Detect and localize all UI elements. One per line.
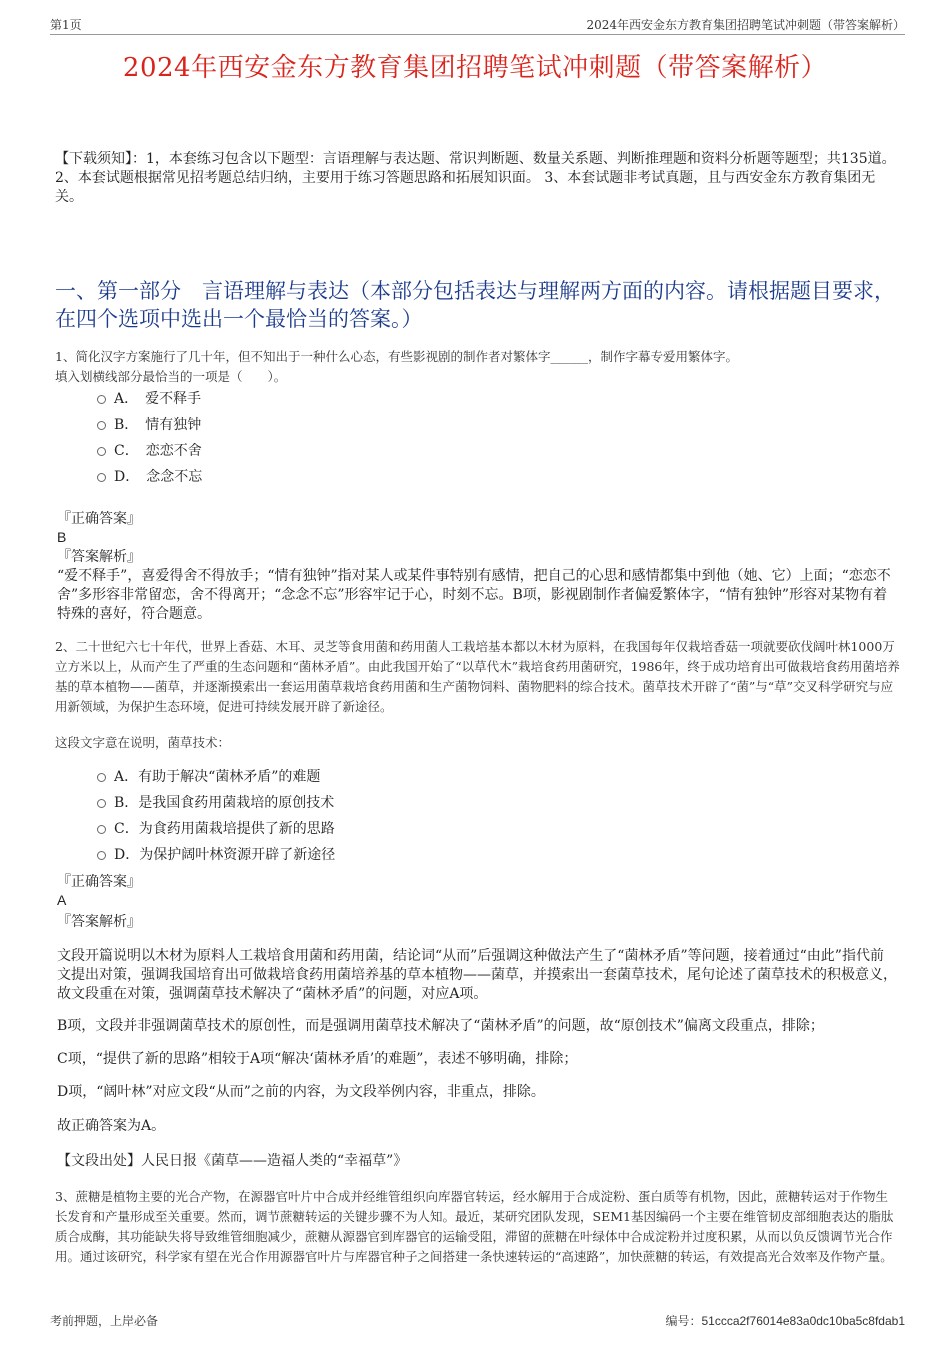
q2-analysis-p2: B项，文段并非强调菌草技术的原创性，而是强调用菌草技术解决了“菌林矛盾”的问题，故“原创技术”偏离文段重点，排除； (57, 1018, 824, 1034)
radio-icon[interactable] (97, 447, 106, 456)
q1-stem (55, 347, 900, 387)
option-label: A． 爱不释手 (114, 391, 202, 407)
option-label: C．为食药用菌栽培提供了新的思路 (114, 821, 335, 837)
q2-analysis-p5: 故正确答案为A。 (57, 1118, 166, 1134)
q2-option-d[interactable] (97, 842, 335, 868)
q2-answer: A (57, 892, 67, 908)
q2-analysis-p4: D项，“阔叶林”对应文段“从而”之前的内容，为文段举例内容，非重点，排除。 (57, 1084, 545, 1100)
q1-option-c[interactable] (97, 438, 202, 464)
radio-icon[interactable] (97, 825, 106, 834)
q2-prompt: 这段文字意在说明，菌草技术： (55, 735, 231, 750)
section-heading: 一、第一部分 言语理解与表达（本部分包括表达与理解两方面的内容。请根据题目要求，在四个选项中选出一个最恰当的答案。） (55, 279, 895, 331)
q2-options (97, 764, 335, 868)
q2-analysis-p3: C项，“提供了新的思路”相较于A项“解决‘菌林矛盾’的难题”，表述不够明确，排除； (57, 1051, 578, 1067)
radio-icon[interactable] (97, 799, 106, 808)
document-title: 2024年西安金东方教育集团招聘笔试冲刺题（带答案解析） (122, 53, 828, 83)
q3-stem: 3、蔗糖是植物主要的光合产物，在源器官叶片中合成并经维管组织向库器官转运，经水解用于合成淀粉、蛋白质等有机物，因此，蔗糖转运对于作物生长发育和产量形成至关重要。然而，调节蔗糖转运的关键步骤不为人知。最近，某研究团队发现，SEM1基因编码一个主要在维管韧皮部细胞表达的脂肽质合成酶，其功能缺失将导致维管细胞减少，蔗糖从源器官到库器官的运输受阻，滞留的蔗糖在叶绿体中合成淀粉并过度积累，从而以负反馈调节光合作用。通过该研究，科学家有望在光合作用源器官叶片与库器官种子之间搭建一条快速转运的“高速路”，加快蔗糖的转运，有效提高光合效率及作物产量。 (55, 1189, 894, 1264)
q1-options (97, 386, 202, 490)
footer-slogan: 考前押题，上岸必备 (50, 1314, 159, 1328)
radio-icon[interactable] (97, 421, 106, 430)
q2-correct-label: 『正确答案』 (57, 874, 141, 890)
download-notice: 【下载须知】：1，本套练习包含以下题型：言语理解与表达题、常识判断题、数量关系题、判断推理题和资料分析题等题型；共135道。 2、本套试题根据常见招考题总结归纳，主要用于练习答题思路和拓展知识面。 3、本套试题非考试真题，且与西安金东方教育集团无关。 (55, 151, 896, 205)
radio-icon[interactable] (97, 473, 106, 482)
option-label: C． 恋恋不舍 (114, 443, 202, 459)
header-doc-title: 2024年西安金东方教育集团招聘笔试冲刺题（带答案解析） (586, 18, 905, 32)
q2-option-c[interactable] (97, 816, 335, 842)
option-label: B．是我国食药用菌栽培的原创技术 (114, 795, 335, 811)
q2-option-b[interactable] (97, 790, 335, 816)
option-label: B． 情有独钟 (114, 417, 202, 433)
q1-correct-label: 『正确答案』 (57, 511, 141, 527)
q1-option-a[interactable] (97, 386, 202, 412)
page-header (50, 14, 905, 35)
radio-icon[interactable] (97, 395, 106, 404)
q2-analysis-p1: 文段开篇说明以木材为原料人工栽培食用菌和药用菌，结论词“从而”后强调这种做法产生了“菌林矛盾”等问题，接着通过“由此”指代前文提出对策，强调我国培育出可做栽培食药用菌培养基的草本植物——菌草，并摸索出一套菌草技术，尾句论述了菌草技术的积极意义，故文段重在对策，强调菌草技术解决了“菌林矛盾”的问题，对应A项。 (57, 948, 897, 1002)
q1-prompt: 填入划横线部分最恰当的一项是（ ）。 (55, 369, 287, 384)
option-label: A．有助于解决“菌林矛盾”的难题 (114, 769, 321, 785)
option-label: D． 念念不忘 (114, 469, 203, 485)
footer-code (665, 1312, 905, 1329)
page-number: 第1页 (50, 18, 82, 32)
q2-analysis-label: 『答案解析』 (57, 914, 141, 930)
q1-option-b[interactable] (97, 412, 202, 438)
radio-icon[interactable] (97, 773, 106, 782)
q1-answer: B (57, 529, 67, 545)
q2-source: 【文段出处】人民日报《菌草——造福人类的“幸福草”》 (57, 1153, 408, 1169)
q1-analysis-label: 『答案解析』 (57, 549, 141, 565)
q1-option-d[interactable] (97, 464, 202, 490)
code-value: 51ccca2f76014e83a0dc10ba5c8fdab1 (701, 1314, 905, 1328)
option-label: D．为保护阔叶林资源开辟了新途径 (114, 847, 336, 863)
q1-analysis: “爱不释手”，喜爱得舍不得放手；“情有独钟”指对某人或某件事特别有感情，把自己的心思和感情都集中到他（她、它）上面；“恋恋不舍”多形容非常留恋，舍不得离开；“念念不忘”形容牢记于心，时刻不忘。B项，影视剧制作者偏爱繁体字，“情有独钟”形容对某物有着特殊的喜好，符合题意。 (57, 568, 891, 622)
code-label: 编号： (665, 1314, 702, 1328)
q2-stem: 2、二十世纪六七十年代，世界上香菇、木耳、灵芝等食用菌和药用菌人工栽培基本都以木材为原料，在我国每年仅栽培香菇一项就要砍伐阔叶林1000万立方米以上，从而产生了严重的生态问题和“菌林矛盾”。由此我国开始了“以草代木”栽培食药用菌研究，1986年，终于成功培育出可做栽培食药用菌培养基的草本植物——菌草，并逐渐摸索出一套运用菌草栽培食药用菌和生产菌物饲料、菌物肥料的综合技术。菌草技术开辟了“菌”与“草”交叉科学研究与应用新领域，为保护生态环境，促进可持续发展开辟了新途径。 (55, 639, 900, 714)
radio-icon[interactable] (97, 851, 106, 860)
page-footer (50, 1312, 905, 1329)
q1-stem-text: 1、简化汉字方案施行了几十年，但不知出于一种什么心态，有些影视剧的制作者对繁体字______，制作字幕专爱用繁体字。 (55, 349, 738, 364)
q2-option-a[interactable] (97, 764, 335, 790)
